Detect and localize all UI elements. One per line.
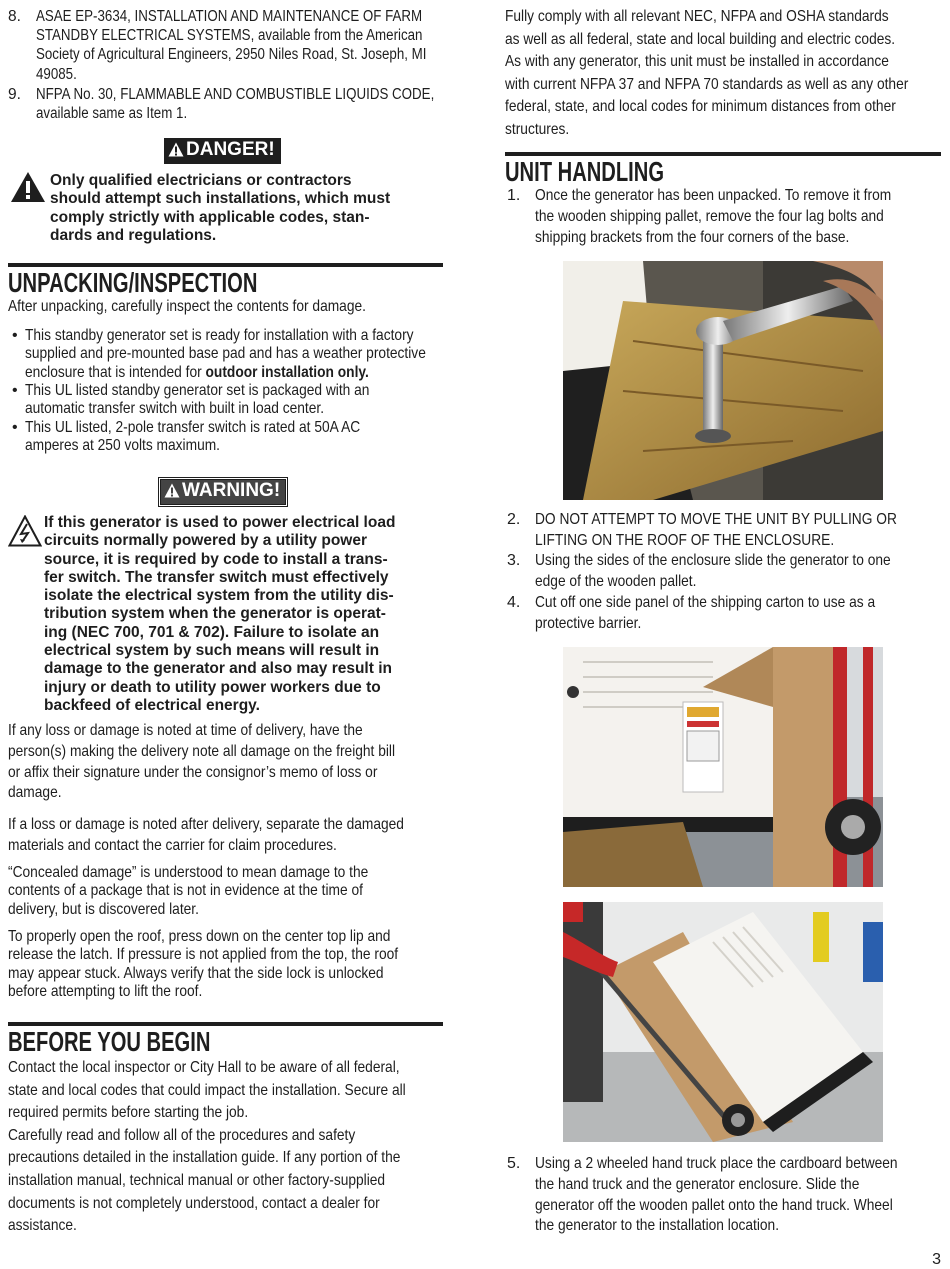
codes-paragraph: [505, 6, 950, 142]
bullet-text: supplied and pre-mounted base pad and has a weather protective: [25, 345, 426, 363]
page-number: 3: [932, 1251, 941, 1268]
warning-text: circuits normally powered by a utility power: [44, 532, 367, 550]
paragraph-text: installation manual, technical manual or other factory-supplied: [8, 1171, 386, 1189]
step-text: Using the sides of the enclosure slide the generator to one: [535, 552, 891, 569]
warning-signal-word: [160, 479, 286, 505]
section-heading-unit-handling: UNIT HANDLING: [505, 156, 665, 187]
step-text: LIFTING ON THE ROOF OF THE ENCLOSURE.: [535, 531, 835, 549]
step-number: 3.: [507, 552, 521, 569]
paragraph-text: If a loss or damage is noted after delivery, separate the damaged: [8, 816, 404, 833]
warning-text: injury or death to utility power workers due to: [44, 678, 381, 696]
paragraph-text: as well as all federal, state and local building and electric codes.: [505, 30, 896, 48]
step-text: the wooden shipping pallet, remove the four lag bolts and: [535, 207, 884, 225]
section-heading-unpacking: UNPACKING/INSPECTION: [8, 267, 258, 298]
step-number: 4.: [507, 594, 521, 611]
alert-triangle-icon: [168, 141, 184, 163]
danger-text: should attempt such installations, which must: [50, 190, 391, 208]
warning-text: fer switch. The transfer switch must effectively: [44, 568, 389, 586]
reference-number: 8.: [8, 8, 21, 25]
warning-text: damage to the generator and also may result in: [44, 660, 392, 678]
step-text: Cut off one side panel of the shipping carton to use as a: [535, 594, 876, 611]
reference-text: Society of Agricultural Engineers, 2950 Niles Road, St. Joseph, MI: [36, 46, 427, 64]
step-text: shipping brackets from the four corners of the base.: [535, 228, 850, 246]
step-number: 2.: [507, 511, 521, 528]
bullet-text: This standby generator set is ready for installation with a factory: [25, 327, 414, 344]
paragraph: [8, 864, 427, 919]
warning-text: electrical system by such means will result in: [44, 642, 380, 660]
paragraph-text: “Concealed damage” is understood to mean damage to the: [8, 864, 369, 881]
warning-text: ing (NEC 700, 701 & 702). Failure to isolate an: [44, 623, 380, 641]
paragraph-text: assistance.: [8, 1217, 77, 1235]
photo-generator-on-hand-truck: [563, 902, 883, 1142]
electrical-hazard-icon: [8, 515, 42, 552]
danger-text: Only qualified electricians or contractors: [50, 172, 352, 189]
paragraph-text: or affix their signature under the consignor’s memo of loss or: [8, 763, 378, 781]
paragraph-text: federal, state, and local codes for minimum distances from other: [505, 98, 896, 116]
reference-text: NFPA No. 30, FLAMMABLE AND COMBUSTIBLE LIQUIDS CODE,: [36, 86, 435, 103]
danger-text: comply strictly with applicable codes, stan-: [50, 208, 370, 226]
paragraph-text: structures.: [505, 120, 570, 138]
bullet-text: automatic transfer switch with built in load center.: [25, 400, 325, 418]
warning-text: backfeed of electrical energy.: [44, 696, 260, 714]
paragraph-text: with current NFPA 37 and NFPA 70 standards as well as any other: [505, 75, 909, 93]
warning-text: source, it is required by code to install a trans-: [44, 550, 388, 568]
bullet-text-bold: outdoor installation only.: [205, 363, 369, 381]
step-text: Once the generator has been unpacked. To remove it from: [535, 187, 892, 204]
warning-text: If this generator is used to power electrical load: [44, 514, 396, 531]
bullet-text: amperes at 250 volts maximum.: [25, 437, 221, 455]
section-heading-before-you-begin: BEFORE YOU BEGIN: [8, 1026, 211, 1057]
paragraph-text: Contact the local inspector or City Hall to be aware of all federal,: [8, 1059, 400, 1076]
paragraph-text: delivery, but is discovered later.: [8, 900, 199, 918]
paragraph-text: damage.: [8, 784, 62, 802]
bullet-text: This UL listed, 2-pole transfer switch is rated at 50A AC: [25, 419, 361, 436]
danger-message: [50, 172, 390, 245]
danger-text: dards and regulations.: [50, 226, 217, 244]
step-text: the hand truck and the generator enclosure. Slide the: [535, 1175, 860, 1193]
paragraph: [8, 928, 462, 1002]
bullet-dot: •: [12, 382, 18, 399]
paragraph-text: release the latch. If pressure is not applied from the top, the roof: [8, 946, 399, 964]
paragraph-text: If any loss or damage is noted at time of delivery, have the: [8, 722, 363, 739]
reference-text: available same as Item 1.: [36, 105, 188, 123]
paragraph: [8, 815, 468, 857]
paragraph-text: Carefully read and follow all of the procedures and safety: [8, 1126, 356, 1144]
step-number: 1.: [507, 187, 521, 204]
step-text: generator off the wooden pallet onto the hand truck. Wheel: [535, 1196, 893, 1214]
paragraph-text: required permits before starting the job.: [8, 1104, 249, 1122]
warning-label: WARNING!: [182, 480, 281, 501]
paragraph-text: state and local codes that could impact the installation. Secure all: [8, 1081, 406, 1099]
paragraph-text: Fully comply with all relevant NEC, NFPA and OSHA standards: [505, 8, 889, 25]
bullet-dot: •: [12, 419, 18, 436]
danger-label: DANGER!: [186, 139, 275, 160]
paragraph-text: before attempting to lift the roof.: [8, 983, 203, 1001]
paragraph-text: may appear stuck. Always verify that the side lock is unlocked: [8, 964, 384, 982]
photo-removing-lag-bolt: [563, 261, 883, 500]
paragraph-text: materials and contact the carrier for claim procedures.: [8, 836, 337, 854]
paragraph-text: person(s) making the delivery note all damage on the freight bill: [8, 742, 396, 760]
paragraph-text: As with any generator, this unit must be installed in accordance: [505, 53, 889, 71]
paragraph: [8, 721, 458, 804]
reference-number: 9.: [8, 86, 21, 103]
unpacking-intro: [8, 298, 424, 316]
step-text: DO NOT ATTEMPT TO MOVE THE UNIT BY PULLING OR: [535, 511, 897, 528]
paragraph-text: After unpacking, carefully inspect the contents for damage.: [8, 298, 366, 315]
step-number: 5.: [507, 1155, 521, 1172]
step-text: edge of the wooden pallet.: [535, 572, 697, 590]
reference-text: 49085.: [36, 65, 77, 83]
photo-generator-on-pallet: [563, 647, 883, 887]
paragraph-text: precautions detailed in the installation guide. If any portion of the: [8, 1149, 401, 1167]
before-paragraph: [8, 1057, 471, 1238]
reference-text: ASAE EP-3634, INSTALLATION AND MAINTENANCE OF FARM: [36, 8, 423, 25]
danger-signal-word: [164, 138, 281, 164]
alert-triangle-icon: [164, 482, 180, 504]
step-text: protective barrier.: [535, 614, 642, 632]
paragraph-text: To properly open the roof, press down on the center top lip and: [8, 928, 391, 945]
bullet-text-plain: enclosure that is intended for: [25, 363, 206, 381]
danger-exclamation-icon: [10, 171, 46, 208]
warning-message: [44, 514, 395, 715]
warning-text: isolate the electrical system from the utility dis-: [44, 587, 394, 605]
bullet-dot: •: [12, 327, 18, 344]
step-text: Using a 2 wheeled hand truck place the cardboard between: [535, 1155, 898, 1172]
bullet-text: This UL listed standby generator set is packaged with an: [25, 382, 370, 399]
paragraph-text: contents of a package that is not in evidence at the time of: [8, 882, 363, 900]
paragraph-text: documents is not completely understood, contact a dealer for: [8, 1194, 380, 1212]
warning-text: tribution system when the generator is operat-: [44, 605, 386, 623]
bullet-text: [25, 364, 426, 382]
step-text: the generator to the installation location.: [535, 1217, 780, 1235]
reference-text: STANDBY ELECTRICAL SYSTEMS, available from the American: [36, 27, 423, 45]
